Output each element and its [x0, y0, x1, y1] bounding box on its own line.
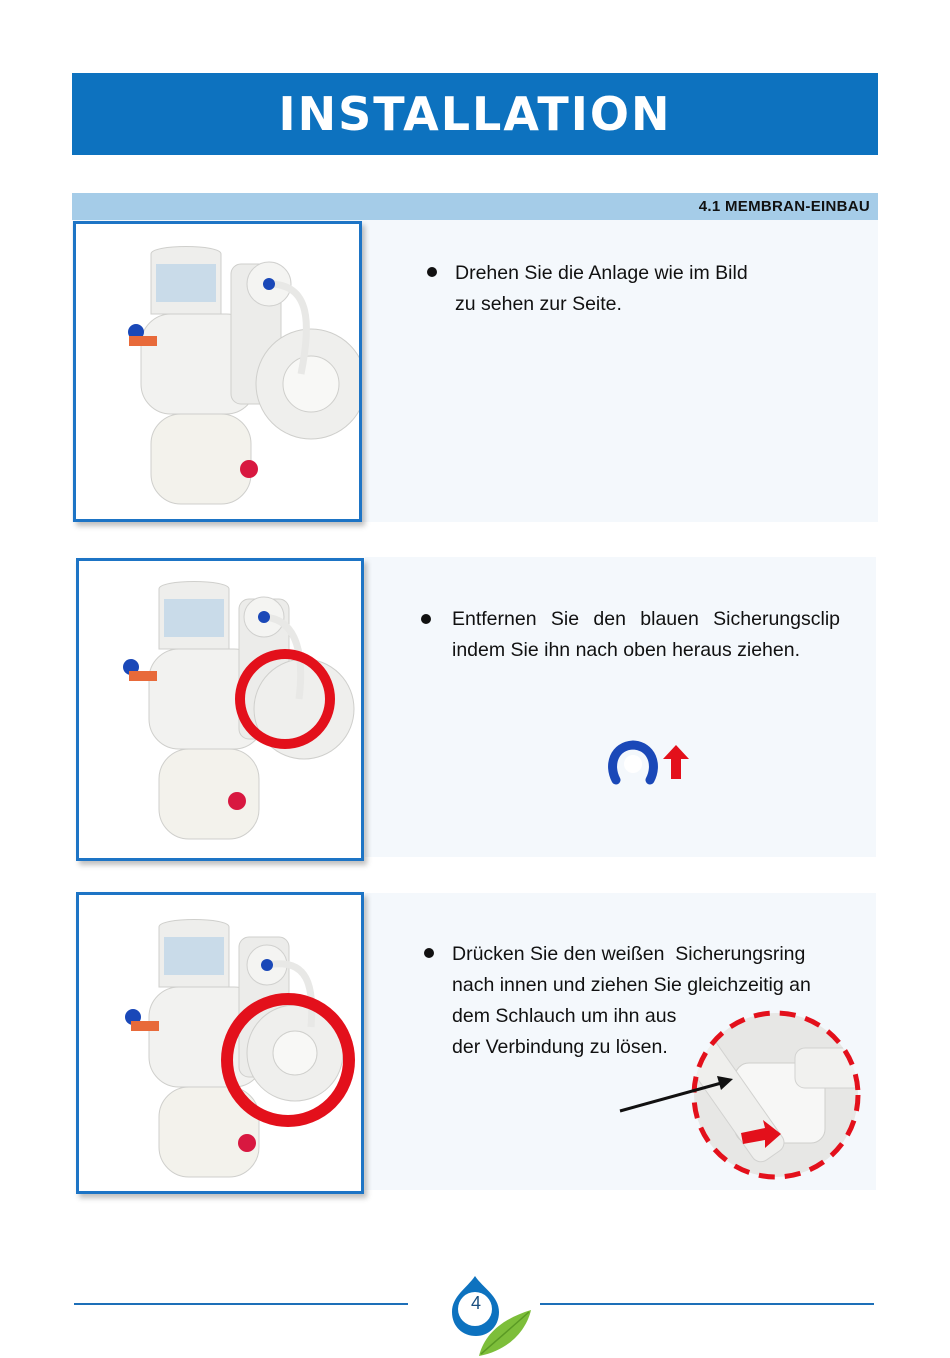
step-2-panel: [365, 557, 876, 857]
red-up-arrow-icon: [662, 744, 690, 780]
step-3-line-3: dem Schlauch um ihn aus: [452, 1005, 677, 1027]
section-heading-bar: [72, 193, 878, 220]
bullet-icon: [424, 948, 434, 958]
blue-clip-icon: [608, 740, 658, 786]
page-title-bar: [72, 73, 878, 155]
water-filter-unit-icon: [79, 895, 361, 1191]
step-3-photo-frame: [76, 892, 364, 1194]
step-3-line-4: der Verbindung zu lösen.: [452, 1036, 668, 1058]
water-drop-leaf-logo-icon: [445, 1272, 535, 1358]
zoom-detail-circle-icon: [615, 1008, 867, 1184]
step-1-text: [455, 258, 815, 320]
water-filter-unit-icon: [79, 561, 361, 858]
page-title: INSTALLATION: [278, 87, 672, 141]
footer-divider-left: [74, 1303, 408, 1305]
bullet-icon: [421, 614, 431, 624]
footer-divider-right: [540, 1303, 874, 1305]
step-2-text: Entfernen Sie den blauen Sicherungsclip indem Sie ihn nach oben heraus ziehen.: [452, 608, 840, 661]
water-filter-unit-icon: [76, 224, 359, 519]
step-3-line-1: Drücken Sie den weißen Sicherungsring: [452, 943, 806, 965]
step-1-line-2: zu sehen zur Seite.: [455, 293, 622, 315]
step-1-line-1: Drehen Sie die Anlage wie im Bild: [455, 262, 748, 284]
section-heading: 4.1 MEMBRAN-EINBAU: [698, 198, 870, 215]
step-3-line-2: nach innen und ziehen Sie gleichzeitig an: [452, 974, 811, 996]
page-number: 4: [470, 1293, 481, 1313]
step-2-photo-frame: [76, 558, 364, 861]
bullet-icon: [427, 267, 437, 277]
step-1-photo-frame: [73, 221, 362, 522]
